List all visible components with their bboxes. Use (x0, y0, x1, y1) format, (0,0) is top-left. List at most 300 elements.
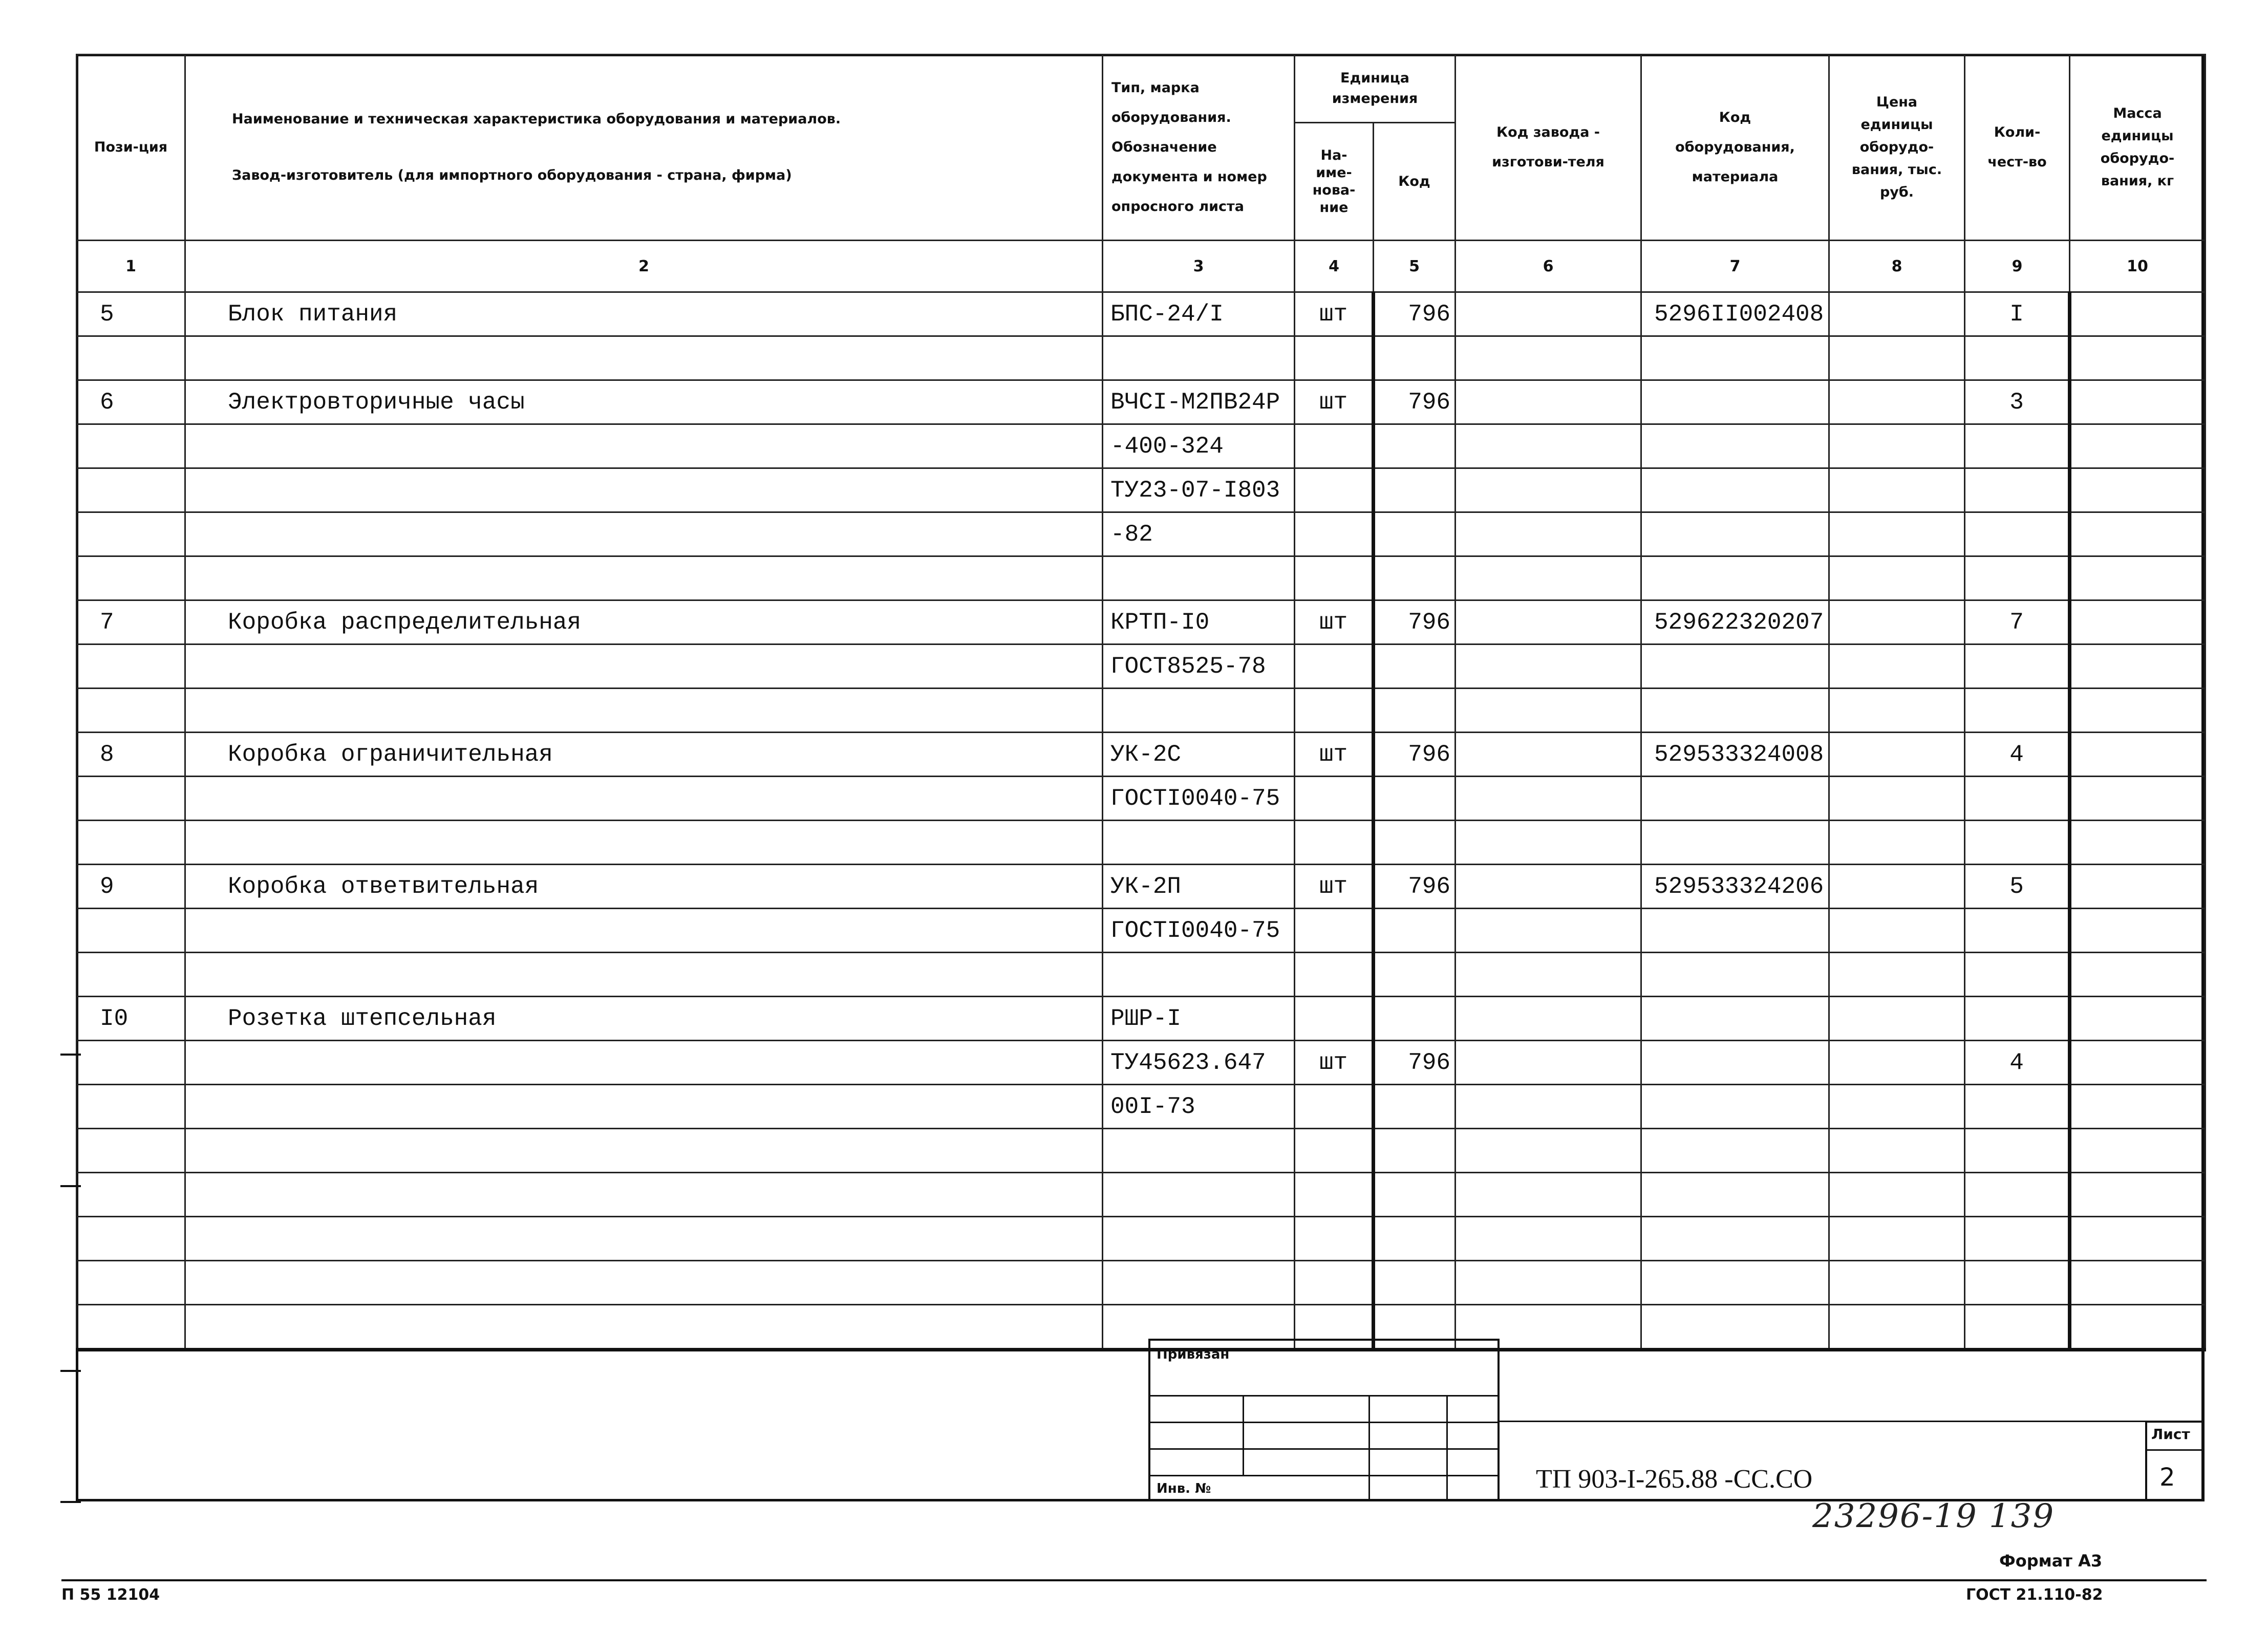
header-unit-name: На-име-нова-ние (1295, 123, 1374, 241)
row-factory-code (1456, 821, 1641, 865)
header-name-line1: Наименование и техническая характеристика оборудования и материалов. (232, 111, 841, 127)
row-name: Розетка штепсельная (185, 997, 1103, 1041)
row-quantity: 4 (1965, 733, 2070, 777)
row-price (1829, 821, 1965, 865)
colnum-2: 2 (185, 241, 1103, 292)
row-price (1829, 292, 1965, 336)
stamp-divider (1368, 1395, 1370, 1501)
row-name (185, 689, 1103, 733)
table-body (77, 292, 2206, 1350)
colnum-9: 9 (1965, 241, 2070, 292)
header-type: Тип, марка оборудования. Обозначение документа и номер опросного листа (1103, 55, 1295, 241)
row-unit-code (1374, 1217, 1456, 1261)
row-factory-code (1456, 865, 1641, 909)
header-equipment-code: Код оборудования, материала (1641, 55, 1829, 241)
colnum-3: 3 (1103, 241, 1295, 292)
row-equipment-code: 5296II002408 (1641, 292, 1829, 336)
row-mass (2070, 1261, 2206, 1305)
row-unit-code (1374, 821, 1456, 865)
row-mass (2070, 645, 2206, 689)
colnum-5: 5 (1374, 241, 1456, 292)
table-row (77, 777, 2206, 821)
row-position: 6 (77, 380, 185, 424)
margin-tick (60, 1185, 81, 1187)
row-unit-code (1374, 1261, 1456, 1305)
row-mass (2070, 1217, 2206, 1261)
row-equipment-code: 529622320207 (1641, 600, 1829, 645)
row-unit-code: 796 (1374, 292, 1456, 336)
row-mass (2070, 733, 2206, 777)
row-price (1829, 865, 1965, 909)
row-name (185, 777, 1103, 821)
row-mass (2070, 1129, 2206, 1173)
margin-tick (60, 1501, 81, 1503)
table-row (77, 645, 2206, 689)
row-mass (2070, 865, 2206, 909)
row-position (77, 336, 185, 380)
stamp-line (1150, 1395, 1497, 1397)
row-name: Блок питания (185, 292, 1103, 336)
row-price (1829, 468, 1965, 512)
row-position (77, 953, 185, 997)
colnum-6: 6 (1456, 241, 1641, 292)
colnum-10: 10 (2070, 241, 2206, 292)
row-unit-code: 796 (1374, 865, 1456, 909)
row-quantity: I (1965, 292, 2070, 336)
row-factory-code (1456, 1129, 1641, 1173)
row-mass (2070, 821, 2206, 865)
row-quantity (1965, 645, 2070, 689)
colnum-8: 8 (1829, 241, 1965, 292)
row-equipment-code (1641, 1085, 1829, 1129)
specification-table (76, 54, 2206, 1351)
row-factory-code (1456, 689, 1641, 733)
row-price (1829, 953, 1965, 997)
table-row (77, 1041, 2206, 1085)
row-quantity (1965, 1261, 2070, 1305)
row-quantity (1965, 1173, 2070, 1217)
row-unit (1295, 556, 1374, 600)
row-unit-code (1374, 424, 1456, 468)
row-quantity (1965, 336, 2070, 380)
row-position (77, 556, 185, 600)
table-row (77, 953, 2206, 997)
row-type: РШР-I (1103, 997, 1295, 1041)
row-price (1829, 1217, 1965, 1261)
row-factory-code (1456, 512, 1641, 556)
row-factory-code (1456, 1041, 1641, 1085)
stamp-divider (1446, 1395, 1448, 1501)
row-type (1103, 953, 1295, 997)
row-name: Коробка ограничительная (185, 733, 1103, 777)
row-name (185, 1305, 1103, 1350)
row-position: 7 (77, 600, 185, 645)
row-unit (1295, 1261, 1374, 1305)
row-mass (2070, 1085, 2206, 1129)
row-equipment-code (1641, 468, 1829, 512)
stamp-line (1150, 1475, 1497, 1476)
row-type (1103, 336, 1295, 380)
stamp-divider (1243, 1395, 1244, 1475)
header-name-line2: Завод-изготовитель (для импортного оборудования - страна, фирма) (232, 167, 792, 183)
row-price (1829, 777, 1965, 821)
sheet-label: Лист (2151, 1426, 2190, 1443)
row-unit (1295, 1129, 1374, 1173)
row-position (77, 512, 185, 556)
row-unit (1295, 777, 1374, 821)
header-row (77, 55, 2206, 123)
row-factory-code (1456, 556, 1641, 600)
row-name (185, 909, 1103, 953)
row-equipment-code: 529533324008 (1641, 733, 1829, 777)
row-mass (2070, 777, 2206, 821)
row-name (185, 424, 1103, 468)
row-type: УК-2П (1103, 865, 1295, 909)
row-quantity (1965, 512, 2070, 556)
document-code: ТП 903-I-265.88 -СС.СО (1536, 1465, 1813, 1494)
header-unit-code: Код (1374, 123, 1456, 241)
row-factory-code (1456, 380, 1641, 424)
row-equipment-code (1641, 424, 1829, 468)
row-quantity (1965, 1085, 2070, 1129)
row-quantity: 5 (1965, 865, 2070, 909)
row-position: 5 (77, 292, 185, 336)
row-factory-code (1456, 292, 1641, 336)
row-equipment-code (1641, 689, 1829, 733)
row-quantity (1965, 821, 2070, 865)
row-unit (1295, 1085, 1374, 1129)
row-equipment-code (1641, 997, 1829, 1041)
row-price (1829, 556, 1965, 600)
row-factory-code (1456, 336, 1641, 380)
row-price (1829, 1041, 1965, 1085)
header-position: Пози-ция (77, 55, 185, 241)
sheet-number: 2 (2159, 1463, 2175, 1492)
header-quantity: Коли-чест-во (1965, 55, 2070, 241)
row-mass (2070, 1305, 2206, 1350)
title-block-line (1500, 1421, 2205, 1422)
row-unit (1295, 909, 1374, 953)
row-type: ГОСТ8525-78 (1103, 645, 1295, 689)
column-numbers-row (77, 241, 2206, 292)
row-price (1829, 1173, 1965, 1217)
row-mass (2070, 336, 2206, 380)
table-row (77, 1261, 2206, 1305)
row-factory-code (1456, 1085, 1641, 1129)
colnum-1: 1 (77, 241, 185, 292)
row-type (1103, 1129, 1295, 1173)
row-unit-code (1374, 909, 1456, 953)
row-equipment-code (1641, 1129, 1829, 1173)
row-unit (1295, 468, 1374, 512)
row-equipment-code (1641, 1217, 1829, 1261)
row-price (1829, 645, 1965, 689)
row-unit-code (1374, 336, 1456, 380)
row-type: -82 (1103, 512, 1295, 556)
row-name (185, 336, 1103, 380)
row-position (77, 689, 185, 733)
row-unit: шт (1295, 292, 1374, 336)
header-price: Цена единицы оборудо-вания, тыс. руб. (1829, 55, 1965, 241)
row-price (1829, 336, 1965, 380)
row-factory-code (1456, 1261, 1641, 1305)
header-factory-code: Код завода - изготови-теля (1456, 55, 1641, 241)
row-name (185, 1129, 1103, 1173)
header-mass: Масса единицы оборудо-вания, кг (2070, 55, 2206, 241)
row-quantity (1965, 1217, 2070, 1261)
row-equipment-code (1641, 1041, 1829, 1085)
row-position: 8 (77, 733, 185, 777)
row-mass (2070, 1041, 2206, 1085)
row-name (185, 556, 1103, 600)
row-type: ТУ45623.647 (1103, 1041, 1295, 1085)
row-price (1829, 424, 1965, 468)
row-quantity: 7 (1965, 600, 2070, 645)
format-label: Формат А3 (1999, 1551, 2103, 1571)
row-type: КРТП-I0 (1103, 600, 1295, 645)
row-name (185, 821, 1103, 865)
bottom-line (61, 1579, 2207, 1581)
row-equipment-code (1641, 512, 1829, 556)
row-price (1829, 1085, 1965, 1129)
row-type: ТУ23-07-I803 (1103, 468, 1295, 512)
row-position (77, 777, 185, 821)
row-mass (2070, 292, 2206, 336)
row-equipment-code (1641, 556, 1829, 600)
row-position (77, 1305, 185, 1350)
row-price (1829, 689, 1965, 733)
row-unit (1295, 1173, 1374, 1217)
row-position (77, 1173, 185, 1217)
row-unit-code (1374, 689, 1456, 733)
footer-left-code: П 55 12104 (61, 1586, 160, 1604)
row-factory-code (1456, 645, 1641, 689)
row-quantity (1965, 1305, 2070, 1350)
row-position (77, 468, 185, 512)
row-price (1829, 909, 1965, 953)
row-quantity (1965, 468, 2070, 512)
table-row (77, 1217, 2206, 1261)
row-equipment-code (1641, 1173, 1829, 1217)
footer-standard: ГОСТ 21.110-82 (1966, 1586, 2103, 1604)
row-unit-code (1374, 777, 1456, 821)
table-row (77, 292, 2206, 336)
row-factory-code (1456, 777, 1641, 821)
row-type (1103, 1261, 1295, 1305)
handwritten-number: 23296-19 139 (1812, 1497, 2055, 1535)
table-row (77, 556, 2206, 600)
row-name: Коробка ответвительная (185, 865, 1103, 909)
row-price (1829, 1261, 1965, 1305)
row-position (77, 1041, 185, 1085)
row-equipment-code (1641, 821, 1829, 865)
row-quantity (1965, 909, 2070, 953)
row-equipment-code (1641, 953, 1829, 997)
row-type (1103, 556, 1295, 600)
row-mass (2070, 512, 2206, 556)
table-row (77, 733, 2206, 777)
row-type: ГОСТI0040-75 (1103, 777, 1295, 821)
row-factory-code (1456, 733, 1641, 777)
row-name: Коробка распределительная (185, 600, 1103, 645)
row-quantity (1965, 1129, 2070, 1173)
row-mass (2070, 556, 2206, 600)
row-unit: шт (1295, 380, 1374, 424)
row-unit (1295, 1217, 1374, 1261)
row-name (185, 1261, 1103, 1305)
table-row (77, 468, 2206, 512)
row-price (1829, 997, 1965, 1041)
stamp-line (1150, 1448, 1497, 1450)
row-quantity (1965, 556, 2070, 600)
row-unit-code (1374, 1085, 1456, 1129)
row-name: Электровторичные часы (185, 380, 1103, 424)
row-quantity (1965, 997, 2070, 1041)
table-row (77, 600, 2206, 645)
row-type: БПС-24/I (1103, 292, 1295, 336)
row-mass (2070, 468, 2206, 512)
row-type: ГОСТI0040-75 (1103, 909, 1295, 953)
row-position: 9 (77, 865, 185, 909)
row-quantity (1965, 777, 2070, 821)
row-position: I0 (77, 997, 185, 1041)
row-type (1103, 689, 1295, 733)
row-unit-code (1374, 468, 1456, 512)
row-unit-code (1374, 645, 1456, 689)
row-unit-code (1374, 953, 1456, 997)
colnum-4: 4 (1295, 241, 1374, 292)
row-unit: шт (1295, 865, 1374, 909)
row-mass (2070, 909, 2206, 953)
row-type (1103, 1217, 1295, 1261)
table-row (77, 909, 2206, 953)
row-unit-code (1374, 997, 1456, 1041)
sheet-box-line (2147, 1449, 2202, 1451)
row-factory-code (1456, 953, 1641, 997)
row-position (77, 821, 185, 865)
table-row (77, 689, 2206, 733)
row-factory-code (1456, 909, 1641, 953)
row-unit (1295, 424, 1374, 468)
header-unit-group: Единица измерения (1295, 55, 1456, 123)
table-row (77, 1305, 2206, 1350)
row-factory-code (1456, 1217, 1641, 1261)
row-name (185, 1085, 1103, 1129)
table-row (77, 1085, 2206, 1129)
row-quantity (1965, 953, 2070, 997)
row-unit (1295, 689, 1374, 733)
row-mass (2070, 689, 2206, 733)
row-equipment-code (1641, 380, 1829, 424)
row-mass (2070, 997, 2206, 1041)
row-factory-code (1456, 1173, 1641, 1217)
row-equipment-code (1641, 645, 1829, 689)
row-name (185, 1173, 1103, 1217)
row-mass (2070, 953, 2206, 997)
row-position (77, 1217, 185, 1261)
table-row (77, 821, 2206, 865)
row-position (77, 1261, 185, 1305)
table-row (77, 336, 2206, 380)
row-position (77, 424, 185, 468)
stamp-label: Привязан (1157, 1347, 1230, 1362)
row-price (1829, 380, 1965, 424)
row-unit-code (1374, 512, 1456, 556)
row-quantity (1965, 689, 2070, 733)
table-row (77, 1129, 2206, 1173)
row-unit-code: 796 (1374, 1041, 1456, 1085)
header-name (185, 55, 1103, 241)
row-unit (1295, 336, 1374, 380)
row-equipment-code (1641, 1305, 1829, 1350)
row-quantity: 3 (1965, 380, 2070, 424)
row-price (1829, 733, 1965, 777)
row-name (185, 1217, 1103, 1261)
row-unit-code (1374, 1129, 1456, 1173)
row-type (1103, 1173, 1295, 1217)
row-factory-code (1456, 468, 1641, 512)
table-row (77, 865, 2206, 909)
row-price (1829, 1305, 1965, 1350)
margin-tick (60, 1054, 81, 1056)
row-unit-code (1374, 1173, 1456, 1217)
row-mass (2070, 1173, 2206, 1217)
row-unit: шт (1295, 733, 1374, 777)
row-factory-code (1456, 997, 1641, 1041)
table-row (77, 380, 2206, 424)
stamp-line (1150, 1422, 1497, 1423)
row-unit (1295, 997, 1374, 1041)
row-mass (2070, 424, 2206, 468)
row-unit (1295, 512, 1374, 556)
row-unit-code: 796 (1374, 600, 1456, 645)
row-quantity (1965, 424, 2070, 468)
row-unit (1295, 953, 1374, 997)
row-unit-code: 796 (1374, 733, 1456, 777)
row-mass (2070, 380, 2206, 424)
table-row (77, 997, 2206, 1041)
row-unit-code (1374, 556, 1456, 600)
row-factory-code (1456, 424, 1641, 468)
table-row (77, 1173, 2206, 1217)
row-equipment-code: 529533324206 (1641, 865, 1829, 909)
row-price (1829, 1129, 1965, 1173)
margin-tick (60, 1370, 81, 1372)
row-type (1103, 821, 1295, 865)
row-mass (2070, 600, 2206, 645)
row-name (185, 645, 1103, 689)
row-factory-code (1456, 600, 1641, 645)
row-equipment-code (1641, 1261, 1829, 1305)
row-price (1829, 512, 1965, 556)
row-equipment-code (1641, 777, 1829, 821)
row-name (185, 953, 1103, 997)
row-name (185, 468, 1103, 512)
row-position (77, 1129, 185, 1173)
binding-stamp (1148, 1339, 1500, 1501)
row-position (77, 909, 185, 953)
row-name (185, 512, 1103, 556)
row-unit-code: 796 (1374, 380, 1456, 424)
table-row (77, 512, 2206, 556)
row-position (77, 1085, 185, 1129)
row-unit: шт (1295, 600, 1374, 645)
row-type: УК-2С (1103, 733, 1295, 777)
row-unit (1295, 645, 1374, 689)
inventory-number-label: Инв. № (1157, 1481, 1211, 1496)
row-equipment-code (1641, 909, 1829, 953)
row-quantity: 4 (1965, 1041, 2070, 1085)
